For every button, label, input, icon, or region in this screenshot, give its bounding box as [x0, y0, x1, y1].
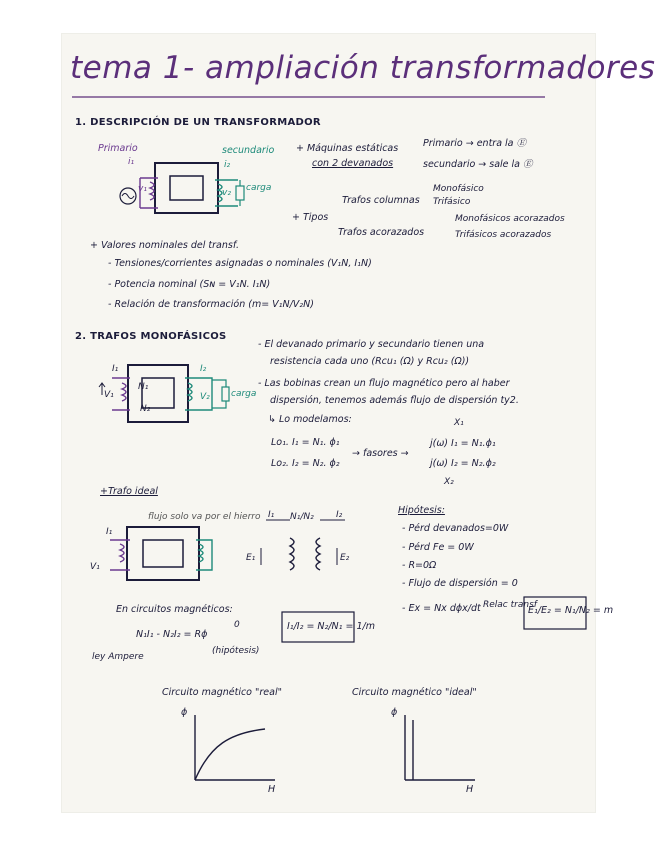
- hipotesis-4: - Flujo de dispersión = 0: [402, 578, 518, 589]
- section-1-heading: 1. DESCRIPCIÓN DE UN TRANSFORMADOR: [75, 117, 321, 128]
- hipotesis-5: - Ex = Nx dϕx/dt: [402, 603, 481, 614]
- i2-ideal: I₂: [336, 510, 343, 520]
- i1-ideal: I₁: [268, 510, 275, 520]
- text-line-5: ↳ Lo modelamos:: [268, 414, 352, 425]
- hipotesis-note: (hipótesis): [212, 646, 260, 656]
- ley-ampere: ley Ampere: [92, 652, 144, 662]
- page-title: tema 1- ampliación transformadores: [70, 50, 655, 86]
- h-axis-ideal: H: [466, 784, 474, 795]
- text-line-3: - Las bobinas crean un flujo magnético pero al haber: [258, 378, 510, 389]
- trafo-ideal-heading: +Trafo ideal: [100, 486, 158, 497]
- trafos-columnas: Trafos columnas: [342, 195, 420, 206]
- hipotesis-1: - Pérd devanados=0W: [402, 523, 509, 534]
- n-ratio: N₁/N₂: [290, 512, 314, 522]
- relac-transf: Relac transf: [483, 600, 537, 610]
- i1-label: i₁: [128, 157, 135, 167]
- phi-axis-real: ϕ: [181, 707, 188, 718]
- section-2-heading: 2. TRAFOS MONOFÁSICOS: [75, 331, 227, 342]
- trafos-acorazados: Trafos acorazados: [338, 227, 425, 238]
- n1-label-2: N₁: [138, 382, 149, 392]
- e1-label: E₁: [246, 553, 256, 563]
- trifasicos-acorazados: Trifásicos acorazados: [455, 230, 552, 240]
- x2-label: X₂: [444, 477, 454, 487]
- carga-label: carga: [246, 183, 272, 193]
- mag-equation: N₁I₁ - N₂I₂ = Rϕ: [136, 629, 208, 640]
- text-line-2: resistencia cada uno (Rcu₁ (Ω) y Rcu₂ (Ω)): [270, 356, 470, 367]
- phi-axis-ideal: ϕ: [391, 707, 398, 718]
- relac-equation: E₁/E₂ = N₁/N₂ = m: [528, 605, 614, 616]
- zero-label: 0: [234, 620, 240, 630]
- i2-label: i₂: [224, 160, 231, 170]
- primario-entra: Primario → entra la Ⓔ: [423, 138, 527, 149]
- carga-label-2: carga: [231, 389, 257, 399]
- valores-line-3: - Relación de transformación (m= V₁N/V₂N): [108, 299, 314, 310]
- v1-label-3: V₁: [90, 562, 100, 572]
- secundario-label: secundario: [222, 145, 275, 156]
- v2-label: v₂: [222, 188, 231, 198]
- graph-real-title: Circuito magnético "real": [162, 687, 282, 698]
- result-equation: I₁/I₂ = N₂/N₁ = 1/m: [287, 621, 375, 632]
- primario-label: Primario: [98, 143, 138, 154]
- lo1-equation: Lo₁. I₁ = N₁. ϕ₁: [271, 437, 340, 448]
- trifasico: Trifásico: [433, 197, 471, 207]
- i2-label-2: I₂: [200, 364, 207, 374]
- graph-ideal-title: Circuito magnético "ideal": [352, 687, 477, 698]
- v2-label-2: V₂: [200, 392, 210, 402]
- circuitos-magneticos: En circuitos magnéticos:: [116, 604, 233, 615]
- secundario-sale: secundario → sale la Ⓔ: [423, 159, 533, 170]
- jw1-equation: j(ω) I₁ = N₁.ϕ₁: [430, 438, 496, 449]
- lo2-equation: Lo₂. I₂ = N₂. ϕ₂: [271, 458, 340, 469]
- n2-label-2: N₂: [140, 404, 151, 414]
- x1-label: X₁: [454, 418, 464, 428]
- flujo-solo-hierro: flujo solo va por el hierro: [148, 512, 261, 522]
- valores-nominales: + Valores nominales del transf.: [90, 240, 240, 251]
- text-line-4: dispersión, tenemos además flujo de dispersión ty2.: [270, 395, 519, 406]
- con-2-devanados: con 2 devanados: [312, 158, 394, 169]
- e2-label: E₂: [340, 553, 350, 563]
- monofasicos-acorazados: Monofásicos acorazados: [455, 214, 565, 224]
- v1-label-2: V₁: [104, 390, 114, 400]
- text-line-1: - El devanado primario y secundario tienen una: [258, 339, 485, 350]
- h-axis-real: H: [268, 784, 276, 795]
- jw2-equation: j(ω) I₂ = N₂.ϕ₂: [430, 458, 496, 469]
- hipotesis-3: - R=0Ω: [402, 560, 437, 571]
- i1-label-3: I₁: [106, 527, 113, 537]
- tipos-bullet: + Tipos: [292, 212, 329, 223]
- valores-line-2: - Potencia nominal (Sɴ = V₁N. I₁N): [108, 279, 271, 290]
- fasores-arrow: → fasores →: [352, 448, 409, 459]
- v1-label: v₁: [138, 184, 147, 194]
- monofasico: Monofásico: [433, 184, 484, 194]
- i1-label-2: I₁: [112, 364, 119, 374]
- hipotesis-2: - Pérd Fe = 0W: [402, 542, 474, 553]
- valores-line-1: - Tensiones/corrientes asignadas o nominales (V₁N, I₁N): [108, 258, 372, 269]
- maquinas-bullet: + Máquinas estáticas: [296, 143, 399, 154]
- hipotesis-heading: Hipótesis:: [398, 505, 445, 516]
